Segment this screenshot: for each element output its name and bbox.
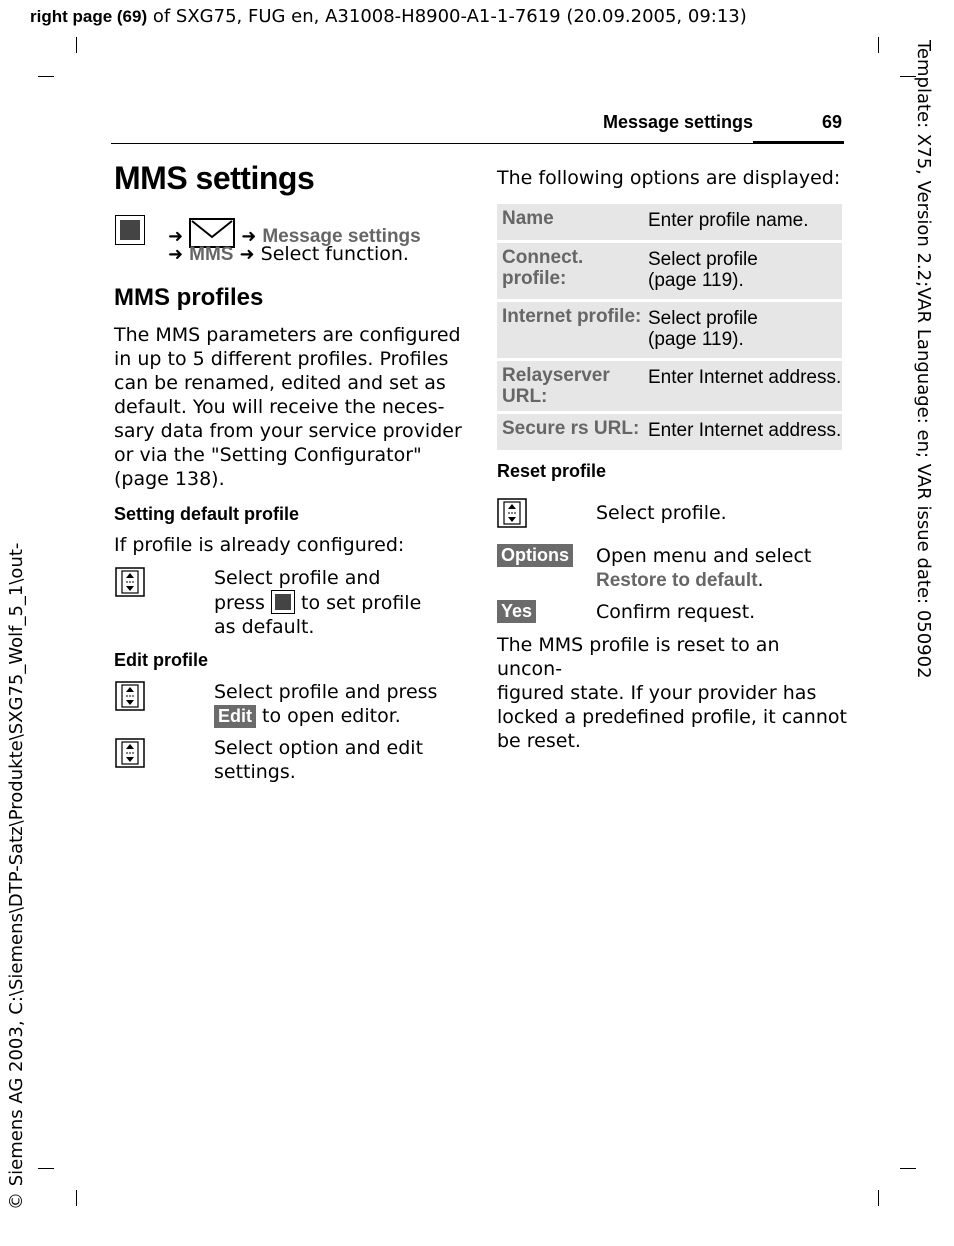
navigation-key-icon [115,681,145,711]
menu-path-line2: ➜ MMS ➜ Select function. [168,243,409,265]
header-rule-accent [753,141,844,144]
arrow-icon: ➜ [168,244,184,265]
heading-setting-default-profile: Setting default profile [114,504,300,524]
crop-mark [878,1190,879,1206]
table-row [497,302,842,358]
option-name: Secure rs URL: [502,418,640,439]
table-row [497,204,842,240]
default-profile-step1: Select profile and press to set profile as default. [214,567,422,638]
reset-step3: Confirm request. [596,601,756,623]
heading-edit-profile: Edit profile [114,650,208,670]
slug-top: right page (69) of SXG75, FUG en, A31008-H8900-A1-1-7619 (20.09.2005, 09:13) [30,6,747,27]
crop-mark [900,1168,916,1169]
option-value: Select profile (page 119). [648,308,758,350]
softkey-options: Options [497,544,573,567]
menu-mms: MMS [189,244,234,265]
option-value: Enter profile name. [648,210,809,231]
page-title: MMS settings [114,160,315,196]
table-row [497,414,842,450]
option-name: Name [502,208,554,229]
option-value: Select profile (page 119). [648,249,758,291]
options-intro: The following options are displayed: [497,167,841,189]
reset-step1: Select profile. [596,502,727,524]
option-value: Enter Internet address. [648,367,842,388]
navigation-key-icon [115,567,145,597]
options-table [497,204,842,453]
crop-mark [76,37,77,53]
center-key-icon [115,215,145,245]
crop-mark [76,1190,77,1206]
softkey-yes: Yes [497,600,536,623]
slug-left: © Siemens AG 2003, C:\Siemens\DTP-Satz\Produkte\SXG75_Wolf_5_1\out- [6,542,27,1210]
option-name: Connect. profile: [502,247,584,289]
header-rule [111,143,844,144]
edit-profile-step2: Select option and edit settings. [214,737,424,783]
option-value: Enter Internet address. [648,420,842,441]
crop-mark [38,1168,54,1169]
edit-profile-step1: Select profile and press Edit to open editor. [214,681,438,727]
navigation-key-icon [115,738,145,768]
running-header-title: Message settings [603,112,754,132]
navigation-key-icon [497,498,527,528]
option-name: Internet profile: [502,306,642,327]
profiles-intro: The MMS parameters are configured in up to 5 different profiles. Profiles can be renamed, edited and set as default. You will receive the neces- sary data from your service provider or via the "Setting Configurator" (page 138). [114,324,462,490]
arrow-icon: ➜ [168,226,184,247]
table-row [497,361,842,411]
section-heading-mms-profiles: MMS profiles [114,284,264,311]
table-row [497,243,842,299]
menu-message-settings: Message settings [262,226,421,247]
arrow-icon: ➜ [239,244,255,265]
reset-outro: The MMS profile is reset to an uncon- figured state. If your provider has locked a predefined profile, it cannot be reset. [497,634,847,752]
option-name: Relayserver URL: [502,365,610,407]
crop-mark [878,37,879,53]
crop-mark [38,76,54,77]
center-key-icon [271,590,295,614]
softkey-edit: Edit [214,705,256,728]
default-profile-condition: If profile is already configured: [114,534,405,556]
reset-step2: Open menu and select Restore to default. [596,545,812,591]
arrow-icon: ➜ [241,226,257,247]
heading-reset-profile: Reset profile [497,461,607,481]
slug-right: Template: X75, Version 2.2;VAR Language: en; VAR issue date: 050902 [913,40,934,679]
menu-restore-to-default: Restore to default [596,570,758,591]
page-number: 69 [822,112,843,132]
